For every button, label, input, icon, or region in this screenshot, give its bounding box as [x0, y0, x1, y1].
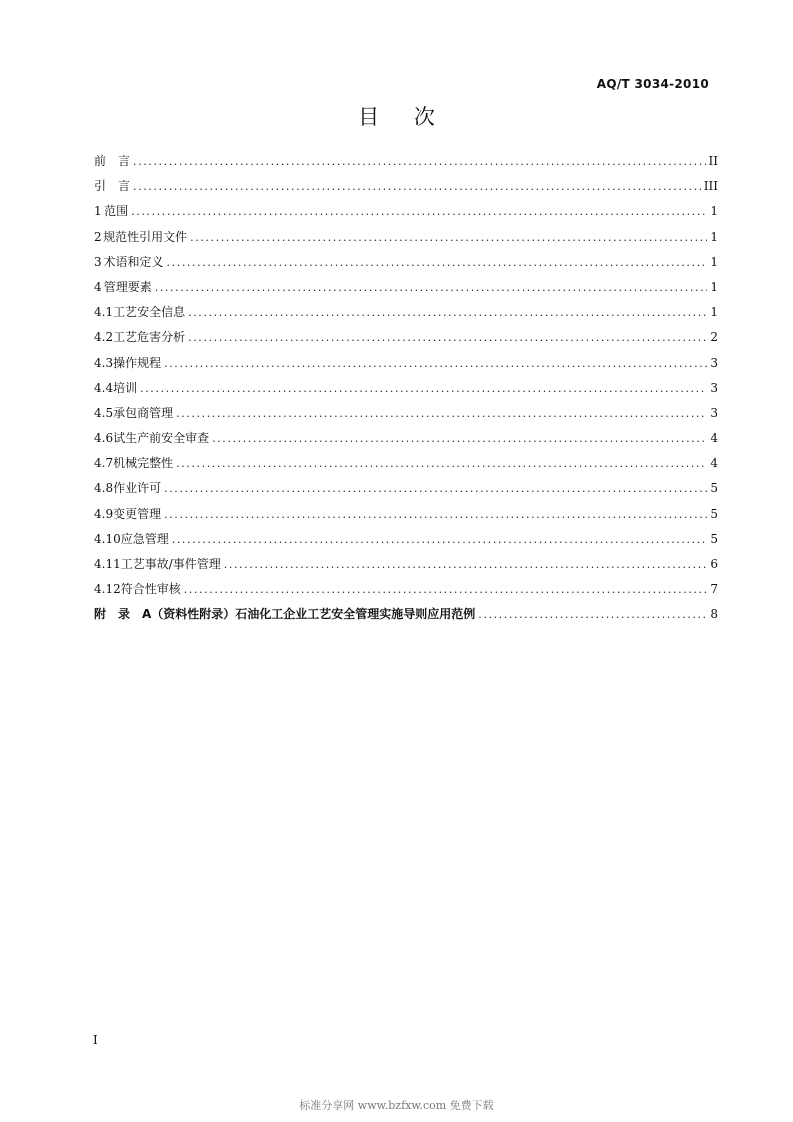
toc-entry[interactable] — [94, 426, 718, 451]
toc-entry[interactable] — [94, 476, 718, 501]
toc-entry-page: 1 — [710, 229, 718, 244]
dot-leader — [155, 275, 708, 300]
toc-entry-label: 工艺事故/事件管理 — [120, 557, 221, 571]
dot-leader — [133, 149, 706, 174]
toc-entry-page: 2 — [710, 330, 718, 345]
watermark: 标准分享网 www.bzfxw.com 免费下载 — [299, 1099, 494, 1112]
dot-leader — [184, 577, 708, 602]
dot-leader — [176, 451, 707, 476]
toc-entry-number: 4.4 — [94, 380, 114, 395]
dot-leader — [188, 325, 707, 350]
dot-leader — [140, 376, 707, 401]
toc-entry[interactable] — [94, 552, 718, 577]
toc-entry-label: 规范性引用文件 — [103, 229, 188, 244]
toc-entry[interactable] — [94, 602, 718, 627]
toc-entry[interactable] — [94, 451, 718, 476]
toc-entry-page: 4 — [710, 456, 718, 471]
dot-leader — [212, 426, 707, 451]
toc-entry-page: 4 — [710, 431, 718, 446]
toc-entry-page: 3 — [710, 380, 718, 395]
dot-leader — [131, 199, 707, 224]
toc-entry-label: 承包商管理 — [113, 405, 174, 420]
dot-leader — [164, 351, 707, 376]
toc-entry-number: 4.2 — [94, 330, 114, 345]
toc-entry-page: 5 — [710, 481, 718, 496]
toc-entry-page: 5 — [710, 531, 718, 546]
dot-leader — [172, 527, 708, 552]
toc-entry-number: 4.8 — [94, 481, 114, 496]
toc-entry-label: 应急管理 — [120, 531, 169, 546]
toc-entry-number: 4.11 — [94, 557, 121, 571]
toc-entry-number: 4.7 — [94, 456, 114, 471]
dot-leader — [224, 552, 708, 577]
dot-leader — [164, 502, 707, 527]
toc-entry-label: 机械完整性 — [113, 456, 174, 471]
toc-entry-number: 4.1 — [94, 305, 114, 320]
dot-leader — [167, 250, 708, 275]
toc-entry-page: 8 — [710, 607, 718, 622]
dot-leader — [133, 174, 701, 199]
toc-entry[interactable] — [94, 250, 718, 275]
toc-entry-label: 工艺安全信息 — [113, 305, 186, 320]
toc-entry-page: III — [703, 179, 718, 194]
toc-entry[interactable] — [94, 376, 718, 401]
toc-entry-number: 4.5 — [94, 405, 114, 420]
toc-entry[interactable] — [94, 275, 718, 300]
toc-entry-label: 符合性审核 — [120, 582, 181, 597]
toc-entry-label: 引 言 — [94, 179, 131, 194]
dot-leader — [188, 300, 707, 325]
toc-entry-number: 4.6 — [94, 431, 114, 446]
toc-entry-label: 变更管理 — [113, 506, 162, 521]
toc-entry-page: 1 — [710, 204, 718, 219]
toc-entry-label: 管理要素 — [103, 279, 152, 294]
toc-entry-page: 3 — [710, 405, 718, 420]
toc-entry-number: 4 — [94, 279, 102, 294]
toc-entry-number: 1 — [94, 204, 102, 219]
toc-entry[interactable] — [94, 527, 718, 552]
toc-entry-label: 试生产前安全审查 — [113, 431, 210, 446]
toc-entry-number: 2 — [94, 229, 102, 244]
toc-entry-number: 3 — [94, 254, 102, 269]
toc-entry-page: 6 — [710, 557, 718, 571]
toc-entry-number: 4.12 — [94, 582, 121, 597]
toc-entry-number: 4.9 — [94, 506, 114, 521]
toc-entry-page: 3 — [710, 355, 718, 370]
toc-entry-label: 培训 — [113, 380, 138, 395]
toc-entry-label: 范围 — [104, 204, 129, 219]
toc-entry[interactable] — [94, 149, 718, 174]
toc-entry-label: 工艺危害分析 — [113, 330, 186, 345]
toc-entry-page: II — [708, 154, 718, 168]
toc-entry-page: 1 — [710, 305, 718, 320]
dot-leader — [176, 401, 707, 426]
document-code: AQ/T 3034-2010 — [596, 77, 709, 91]
page-number: I — [93, 1033, 98, 1047]
toc-entry-label: 操作规程 — [113, 355, 162, 370]
toc-entry[interactable] — [94, 325, 718, 350]
toc-entry-page: 1 — [710, 279, 718, 294]
toc-entry-label: 附 录 A（资料性附录）石油化工企业工艺安全管理实施导则应用范例 — [94, 607, 476, 622]
toc-entry-label: 术语和定义 — [103, 254, 164, 269]
toc-entry-label: 作业许可 — [113, 481, 162, 496]
dot-leader — [478, 602, 707, 627]
toc-entry[interactable] — [94, 502, 718, 527]
toc-entry-page: 1 — [710, 254, 718, 269]
toc-entry[interactable] — [94, 300, 718, 325]
toc-entry[interactable] — [94, 577, 718, 602]
toc-entry-page: 5 — [710, 506, 718, 521]
toc-entry-label: 前 言 — [94, 154, 131, 168]
toc-entry[interactable] — [94, 174, 718, 199]
page-title: 目 次 — [358, 105, 449, 129]
toc-entry[interactable] — [94, 199, 718, 224]
dot-leader — [190, 225, 707, 250]
table-of-contents — [94, 149, 718, 628]
toc-entry-number: 4.3 — [94, 355, 114, 370]
toc-entry-number: 4.10 — [94, 531, 121, 546]
toc-entry[interactable] — [94, 225, 718, 250]
toc-entry-page: 7 — [710, 582, 718, 597]
dot-leader — [164, 476, 707, 501]
toc-entry[interactable] — [94, 401, 718, 426]
toc-entry[interactable] — [94, 351, 718, 376]
